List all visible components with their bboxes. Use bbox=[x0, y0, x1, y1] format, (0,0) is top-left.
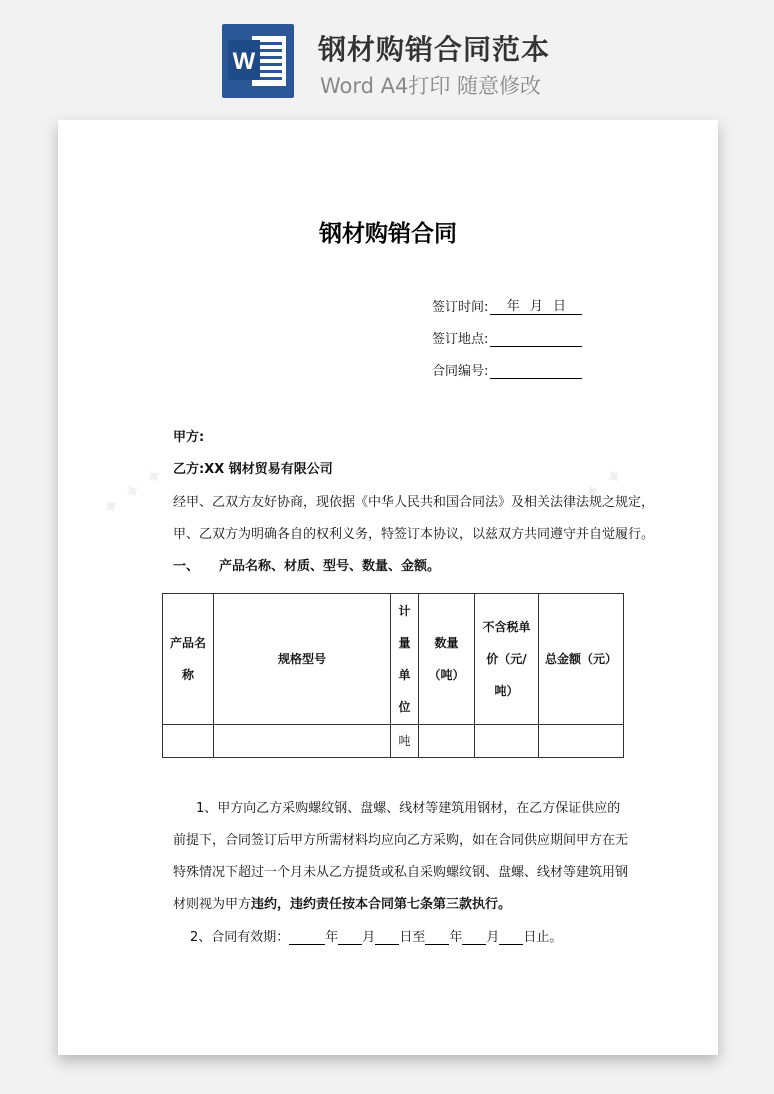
product-table bbox=[162, 593, 624, 758]
clause-1-line-1: 1、甲方向乙方采购螺纹钢、盘螺、线材等建筑用钢材，在乙方保证供应的 bbox=[196, 801, 621, 816]
cell-unit[interactable]: 吨 bbox=[391, 725, 419, 758]
watermark: ✦ ✦ ✦ bbox=[557, 462, 630, 523]
sign-time-label: 签订时间: bbox=[432, 300, 489, 315]
header-spec-model: 规格型号 bbox=[214, 594, 391, 725]
header-unit: 计 量 单 位 bbox=[391, 594, 419, 725]
validity-end-day-field[interactable] bbox=[499, 931, 523, 945]
banner-subtitle: Word A4打印 随意修改 bbox=[320, 74, 542, 98]
intro-line-1: 经甲、乙双方友好协商，现依据《中华人民共和国合同法》及相关法律法规之规定， bbox=[173, 495, 655, 510]
header-banner bbox=[0, 0, 774, 110]
clause-2-month2-label: 月 bbox=[486, 930, 500, 945]
cell-total-amount[interactable] bbox=[539, 725, 624, 758]
sign-place-field[interactable] bbox=[490, 332, 582, 347]
validity-start-month-field[interactable] bbox=[338, 931, 362, 945]
clause-2-end-label: 日止。 bbox=[523, 930, 563, 945]
party-a-label: 甲方: bbox=[173, 430, 205, 445]
clause-1-line-3: 特殊情况下超过一个月未从乙方提货或私自采购螺纹钢、盘螺、线材等建筑用钢 bbox=[173, 865, 629, 880]
validity-end-month-field[interactable] bbox=[462, 931, 486, 945]
section-1-number: 一、 bbox=[173, 559, 200, 574]
cell-product-name[interactable] bbox=[163, 725, 214, 758]
word-icon-letter: W bbox=[232, 48, 256, 75]
party-b-name: XX 钢材贸易有限公司 bbox=[204, 462, 333, 477]
clause-2-month-label: 月 bbox=[362, 930, 376, 945]
clause-2-prefix: 2、合同有效期： bbox=[190, 930, 290, 945]
section-1-title: 产品名称、材质、型号、数量、金额。 bbox=[219, 559, 441, 574]
table-row bbox=[163, 725, 624, 758]
word-document-icon bbox=[222, 24, 294, 98]
clause-1-line-4 bbox=[173, 893, 511, 912]
section-1-heading bbox=[173, 555, 440, 574]
sign-time-field[interactable]: 年 月 日 bbox=[490, 300, 582, 315]
sign-place-row bbox=[432, 328, 582, 347]
contract-number-label: 合同编号: bbox=[432, 364, 489, 379]
clause-1-line-4-bold: 违约，违约责任按本合同第七条第三款执行。 bbox=[251, 897, 512, 912]
clause-2-validity bbox=[190, 926, 562, 945]
clause-2-year2-label: 年 bbox=[449, 930, 463, 945]
document-page bbox=[58, 120, 718, 1055]
party-b-label: 乙方: bbox=[173, 462, 205, 477]
cell-unit-price[interactable] bbox=[475, 725, 539, 758]
header-total-amount: 总金额（元） bbox=[539, 594, 624, 725]
banner-title: 钢材购销合同范本 bbox=[318, 33, 551, 66]
table-header-row bbox=[163, 594, 624, 725]
validity-end-year-field[interactable] bbox=[425, 931, 449, 945]
watermark: ✦ ✦ ✦ bbox=[97, 462, 170, 523]
sign-place-label: 签订地点: bbox=[432, 332, 489, 347]
header-unit-price: 不含税单 价（元/ 吨） bbox=[475, 594, 539, 725]
clause-1-line-2: 前提下，合同签订后甲方所需材料均应向乙方采购，如在合同供应期间甲方在无 bbox=[173, 833, 629, 848]
cell-quantity[interactable] bbox=[419, 725, 475, 758]
document-title: 钢材购销合同 bbox=[319, 221, 457, 247]
header-product-name: 产品名 称 bbox=[163, 594, 214, 725]
cell-spec-model[interactable] bbox=[214, 725, 391, 758]
clause-2-day-to-label: 日至 bbox=[399, 930, 426, 945]
party-a bbox=[173, 426, 204, 445]
clause-1-line-4-normal: 材则视为甲方 bbox=[173, 897, 252, 912]
party-b bbox=[173, 458, 333, 477]
contract-number-field[interactable] bbox=[490, 364, 582, 379]
sign-time-row bbox=[432, 296, 582, 315]
intro-line-2: 甲、乙双方为明确各自的权利义务，特签订本协议，以兹双方共同遵守并自觉履行。 bbox=[173, 527, 655, 542]
header-quantity: 数量 （吨） bbox=[419, 594, 475, 725]
validity-start-year-field[interactable] bbox=[289, 931, 325, 945]
clause-2-year-label: 年 bbox=[325, 930, 339, 945]
contract-number-row bbox=[432, 360, 582, 379]
validity-start-day-field[interactable] bbox=[375, 931, 399, 945]
